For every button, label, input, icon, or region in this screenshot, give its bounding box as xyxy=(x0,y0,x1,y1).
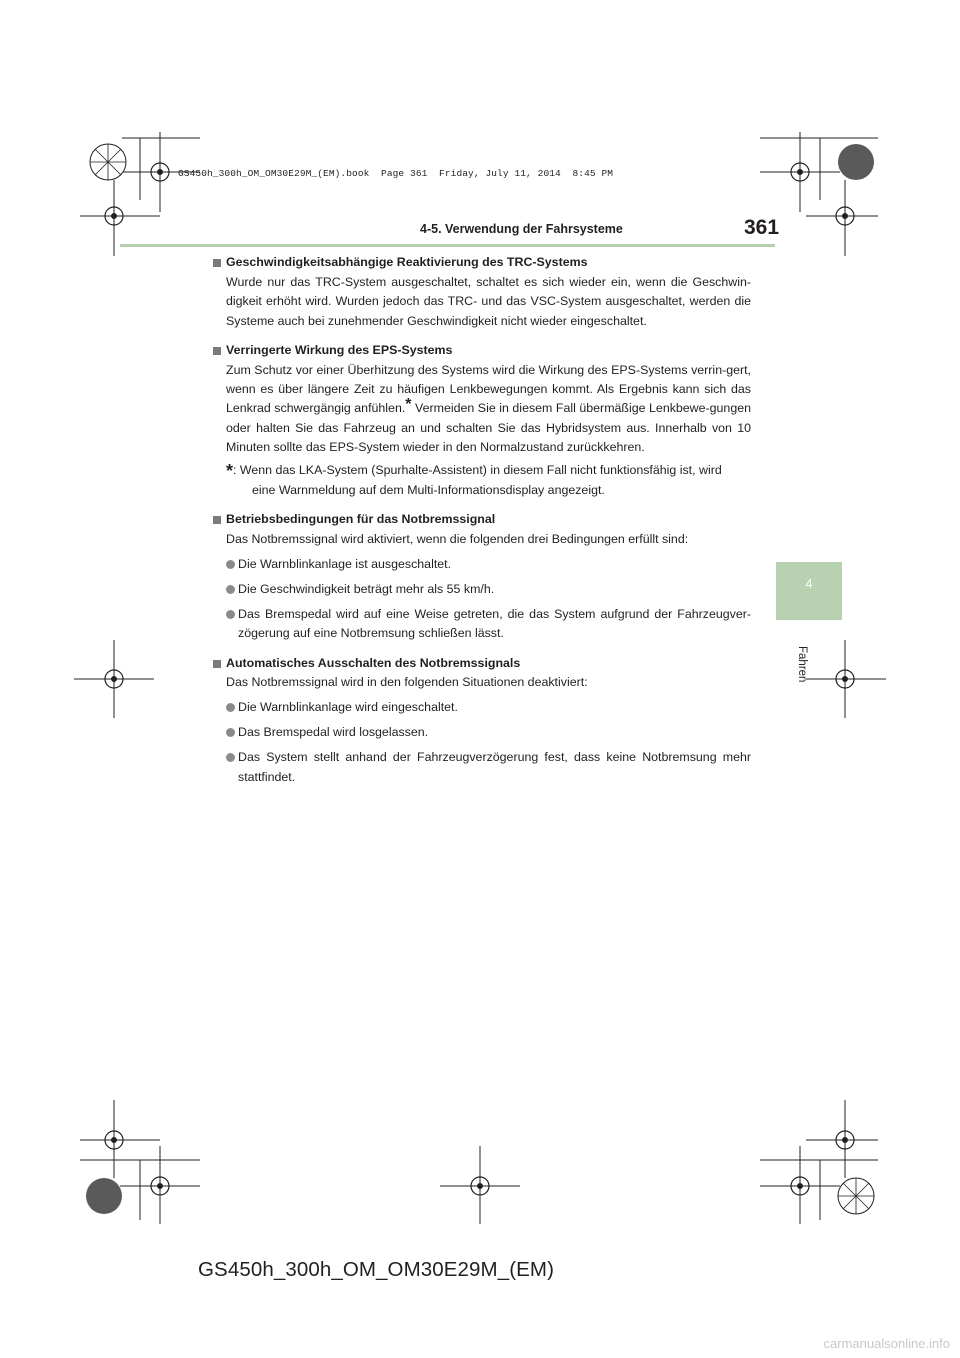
circle-bullet-icon xyxy=(226,610,235,619)
section-title: 4-5. Verwendung der Fahrsysteme xyxy=(420,222,623,236)
chapter-label: Fahren xyxy=(796,646,808,683)
chapter-number: 4 xyxy=(805,576,813,591)
section-heading: Geschwindigkeitsabhängige Reaktivierung des TRC-Systems xyxy=(211,253,751,272)
footnote-reference: * xyxy=(405,396,412,414)
circle-bullet-icon xyxy=(226,753,235,762)
paragraph: Das Notbremssignal wird aktiviert, wenn die folgenden drei Bedingungen erfüllt sind: xyxy=(226,531,689,546)
document-id: GS450h_300h_OM_OM30E29M_(EM) xyxy=(198,1258,555,1281)
footnote: *: Wenn das LKA-System (Spurhalte-Assistent) in diesem Fall nicht funktionsfähig ist, wird eine Warnmeldung auf dem Multi-Informationsdisplay angezeigt. xyxy=(211,461,751,500)
paragraph: Das Notbremssignal wird in den folgenden Situationen deaktiviert: xyxy=(226,674,588,689)
circle-bullet-icon xyxy=(226,585,235,594)
paragraph: Zum Schutz vor einer Überhitzung des Systems wird die Wirkung des EPS-Systems verrin-gert, wenn es über längere Zeit zu häufigen Lenkbewegungen kommt. Als Ergebnis kann sich das Lenkrad schwergängig anfühlen.* Vermeiden Sie in diesem Fall übermäßige Lenkbewe-gungen oder halten Sie das Fahrzeug an und schalten Sie das Hybridsystem aus. Innerhalb von 10 Minuten sollte das EPS-System wieder in den Normalzustand zurückkehren. xyxy=(226,363,751,454)
section-heading: Betriebsbedingungen für das Notbremssignal xyxy=(211,510,751,529)
chapter-tab xyxy=(776,562,842,620)
watermark: carmanualsonline.info xyxy=(823,1336,950,1351)
section-heading: Automatisches Ausschalten des Notbremssignals xyxy=(211,654,751,673)
list-item: Die Warnblinkanlage wird eingeschaltet. xyxy=(211,698,751,717)
square-bullet-icon xyxy=(213,516,221,524)
square-bullet-icon xyxy=(213,259,221,267)
page-content xyxy=(211,253,751,787)
page-number: 361 xyxy=(744,216,780,239)
footnote-mark: * xyxy=(226,461,234,482)
circle-bullet-icon xyxy=(226,728,235,737)
footnote-continuation: eine Warnmeldung auf dem Multi-Informationsdisplay angezeigt. xyxy=(252,483,605,498)
list-item: Das Bremspedal wird losgelassen. xyxy=(211,723,751,742)
header-rule xyxy=(120,244,775,247)
circle-bullet-icon xyxy=(226,560,235,569)
list-item: Das System stellt anhand der Fahrzeugverzögerung fest, dass keine Notbremsung mehr stattfindet. xyxy=(211,748,751,786)
square-bullet-icon xyxy=(213,660,221,668)
list-item: Die Geschwindigkeit beträgt mehr als 55 km/h. xyxy=(211,580,751,599)
list-item: Die Warnblinkanlage ist ausgeschaltet. xyxy=(211,555,751,574)
section-heading: Verringerte Wirkung des EPS-Systems xyxy=(211,341,751,360)
square-bullet-icon xyxy=(213,347,221,355)
print-info-line: GS450h_300h_OM_OM30E29M_(EM).book Page 361 Friday, July 11, 2014 8:45 PM xyxy=(178,168,614,179)
circle-bullet-icon xyxy=(226,703,235,712)
paragraph: Wurde nur das TRC-System ausgeschaltet, schaltet es sich wieder ein, wenn die Geschwin-digkeit erhöht wird. Wurden jedoch das TRC- und das VSC-System ausgeschaltet, werden die Systeme auch bei zunehmender Geschwindigkeit nicht wieder eingeschaltet. xyxy=(226,275,751,328)
list-item: Das Bremspedal wird auf eine Weise getreten, die das System aufgrund der Fahrzeugver-zögerung auf eine Notbremsung schließen lässt. xyxy=(211,605,751,643)
